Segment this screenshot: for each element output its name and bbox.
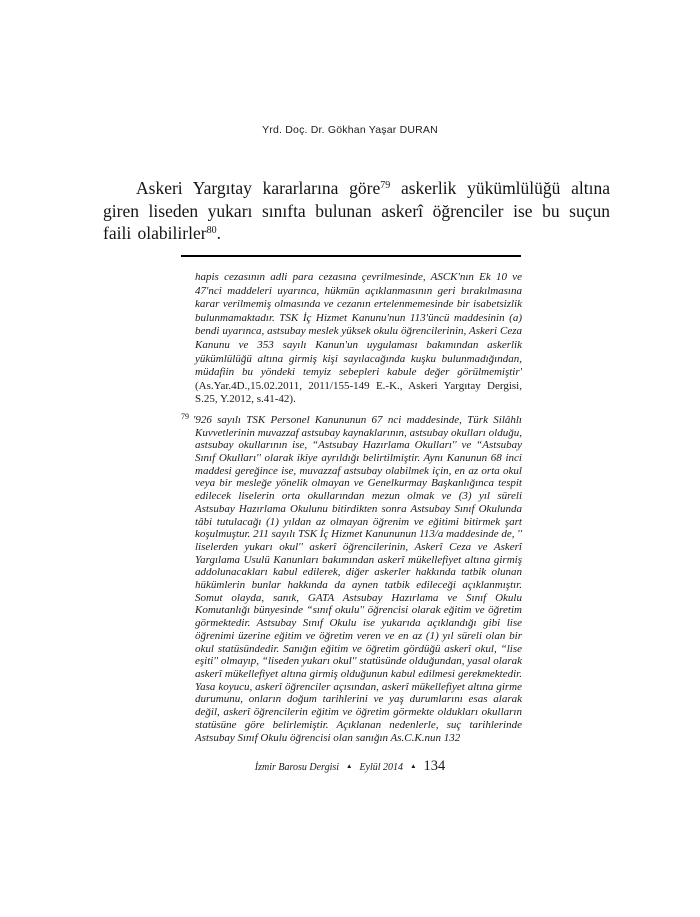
- footnotes-section: [181, 271, 522, 744]
- footer-issue-date: Eylül 2014: [359, 762, 404, 773]
- triangle-icon: ▲: [346, 763, 353, 770]
- footnote-79: [181, 411, 522, 744]
- footnote-continuation: [181, 271, 522, 407]
- footer-page-number: 134: [423, 758, 446, 774]
- main-paragraph-text: .: [216, 223, 221, 243]
- footnote-separator-rule: [181, 255, 521, 257]
- footnote-citation: (As.Yar.4D.,15.02.2011, 2011/155-149 E.-K., Askeri Yargıtay Dergisi, S.25, Y.2012, s.41-42).: [195, 379, 522, 406]
- footnote-quote-text: '926 sayılı TSK Personel Kanununun 67 nci maddesinde, Türk Silâhlı Kuvvetlerinin muvazzaf astsubay kaynaklarının, astsubay okulları olduğu, astsubay okullarının ise, “Astsubay Hazırlama Okulları'' ve “Astsubay Sınıf Okulları'' olarak ikiye ayrıldığı belirtilmiştir. Aynı Kanunun 68 inci maddesi gereğince ise, muvazzaf astsubay olabilmek için, en az orta okul veya bir mesleğe yönelik olmayan ve Genelkurmay Başkanlığınca tespit edilecek liselerin orta okullarından mezun olmak ve (3) yıl süreli Astsubay Hazırlama Okulunu bitirdikten sonra Astsubay Sınıf Okulunda tâbi tutulacağı (1) yıldan az olmayan öğrenim ve eğitimi bitirmek şart koşulmuştur. 211 sayılı TSK İç Hizmet Kanununun 113/a maddesinde de, '' liselerden yukarı okul'' askerî öğrencilerinin, Askerî Ceza ve Askerî Yargılama Usulü Kanunları bakımından askerî mükellefiyet altına girmiş addolunacakları kabul edilerek, diğer askerler hakkında tatbik olunan hükümlerin bunlar hakkında da aynen tatbik edileceği açıklanmıştır. Somut olayda, sanık, GATA Astsubay Hazırlama ve Sınıf Okulu Komutanlığı bünyesinde “sınıf okulu'' öğrencisi olarak eğitim ve öğretim görmektedir. Astsubay Sınıf Okulu ise yukarıda açıklandığı gibi lise öğrenimi üzerine eğitim ve öğretim veren ve en az (1) yıl süreli olan bir okul statüsündedir. Sanığın eğitim ve öğretim gördüğü askerî okul, “lise eşiti'' olmayıp, “liseden yukarı okul'' statüsünde olduğundan, yasal olarak askerî mükellefiyet altına girmiş olduğunun kabul edilmesi gerekmektedir. Yasa koyucu, askerî öğrenciler açısından, askerî mükellefiyet altına girme durumunu, onların doğum tarihlerini ve yaş durumlarını esas alarak değil, askerî öğrencilerin eğitim ve öğretim görmekte oldukları okulların statüsüne göre belirlemiştir. Açıklanan nedenlerle, suç tarihlerinde Astsubay Sınıf Okulu öğrencisi olan sanığın As.C.K.nun 132: [193, 413, 522, 744]
- page-header-author: Yrd. Doç. Dr. Gökhan Yaşar DURAN: [262, 124, 438, 136]
- footnote-reference-80: 80: [206, 225, 217, 236]
- footnote-number: 79: [181, 411, 189, 421]
- triangle-icon: ▲: [410, 763, 417, 770]
- main-paragraph-text: Askeri Yargıtay kararlarına göre: [136, 178, 381, 198]
- main-paragraph-text: askerlik yükümlülüğü altına giren liseden yukarı sınıfta bulunan askerî öğrenciler ise bu suçun faili olabilirler: [103, 178, 610, 243]
- page-footer: [0, 757, 700, 775]
- footnote-reference-79: 79: [380, 180, 391, 191]
- footnote-quote-text: hapis cezasının adli para cezasına çevrilmesinde, ASCK'nın Ek 10 ve 47'nci maddeleri uyarınca, hükmün açıklanmasının geri bırakılmasına karar verilmemiş olmasında ve cezanın ertelenmemesinde bir isabetsizlik bulunmamaktadır. TSK İç Hizmet Kanunu'nun 113'üncü maddesinin (a) bendi uyarınca, astsubay meslek yüksek okulu öğrencilerinin, Askeri Ceza Kanunu ve 353 sayılı Kanun'un uygulaması bakımından askerlik yükümlülüğü altına girmiş kişi sayılacağında kuşku bulunmadığından, müdafiin bu yöndeki temyiz sebepleri kabule değer görülmemiştir': [195, 271, 522, 379]
- main-paragraph: [103, 177, 610, 245]
- footer-journal-title: İzmir Barosu Dergisi: [254, 762, 340, 773]
